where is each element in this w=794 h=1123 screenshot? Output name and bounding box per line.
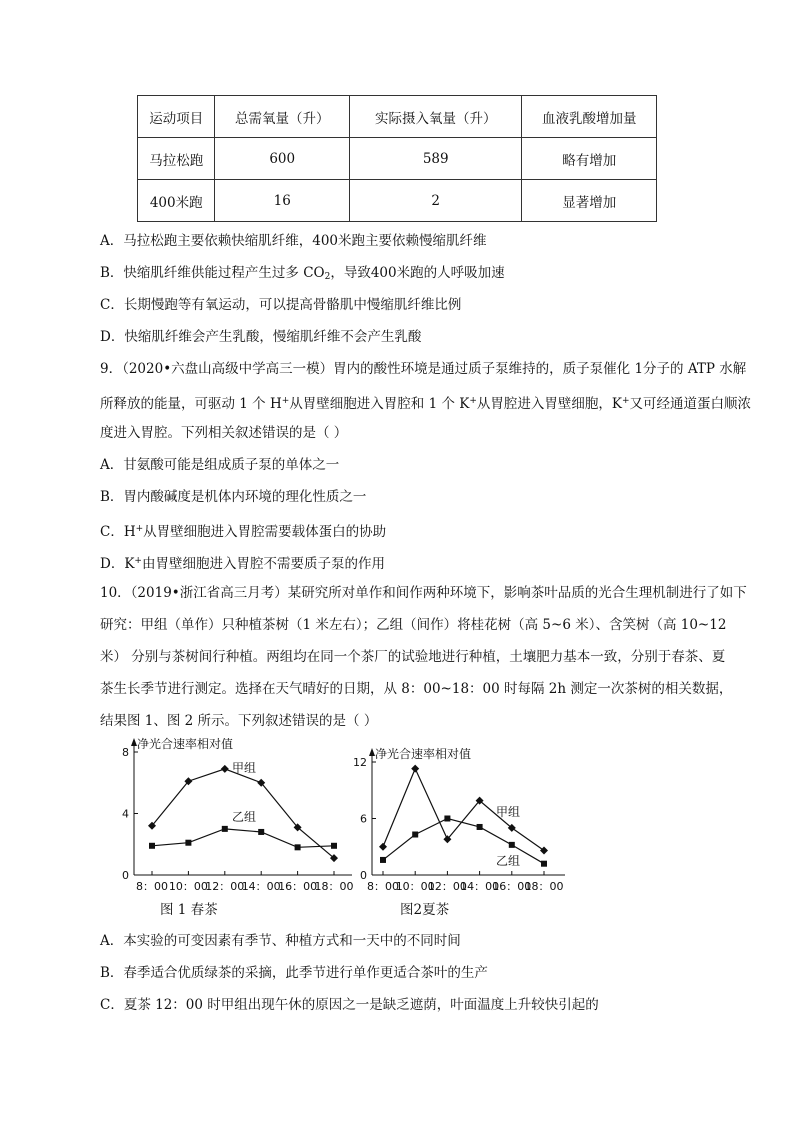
x-tick-label: 12：00 bbox=[427, 880, 467, 893]
q10-option-b: B．春季适合优质绿茶的采摘，此季节进行单作更适合茶叶的生产 bbox=[100, 965, 488, 981]
co2-subscript: 2 bbox=[324, 272, 331, 282]
q10-stem-line-4: 茶生长季节进行测定。选择在天气晴好的日期，从 8：00~18：00 时每隔 2h 测定一次茶树的相关数据， bbox=[100, 681, 733, 697]
y-tick-label: 0 bbox=[360, 869, 367, 882]
y-tick-label: 4 bbox=[122, 807, 129, 821]
q9-text: 所释放的能量，可驱动 1 个 H bbox=[100, 396, 282, 412]
figure-2-caption: 图2夏茶 bbox=[400, 902, 450, 918]
q8-option-a: A．马拉松跑主要依赖快缩肌纤维，400米跑主要依赖慢缩肌纤维 bbox=[100, 233, 487, 249]
table-header-cell: 实际摄入氧量（升） bbox=[349, 96, 522, 138]
x-tick-label: 16：00 bbox=[278, 880, 318, 893]
data-point-square bbox=[412, 832, 418, 838]
data-point-square bbox=[509, 842, 515, 848]
q10-stem-line-5: 结果图 1、图 2 所示。下列叙述错误的是（ ） bbox=[100, 713, 378, 729]
data-point-square bbox=[444, 816, 450, 822]
figure-1-caption: 图 1 春茶 bbox=[160, 902, 218, 918]
series-line-yi bbox=[152, 829, 334, 847]
data-point-square bbox=[477, 824, 483, 830]
q10-stem-line-3: 米） 分别与茶树间行种植。两组均在同一个茶厂的试验地进行种植，土壤肥力基本一致，分别于春茶、夏 bbox=[100, 649, 726, 665]
table-cell: 略有增加 bbox=[522, 138, 657, 180]
q8-option-b-text: B．快缩肌纤维供能过程产生过多 CO bbox=[100, 265, 325, 281]
data-point-diamond bbox=[540, 847, 548, 855]
x-tick-label: 10：00 bbox=[395, 880, 435, 893]
x-tick-label: 16：00 bbox=[492, 880, 532, 893]
q10-stem-line-1: 10．（2019•浙江省高三月考）某研究所对单作和间作两种环境下，影响茶叶品质的光合生理机制进行了如下 bbox=[100, 585, 747, 601]
y-tick-label: 0 bbox=[122, 869, 129, 882]
x-tick-label: 14：00 bbox=[241, 880, 281, 893]
q9-option-b: B．胃内酸碱度是机体内环境的理化性质之一 bbox=[100, 489, 367, 505]
table-header-cell: 总需氧量（升） bbox=[215, 96, 350, 138]
table-row bbox=[138, 138, 657, 180]
ion-superscript: + bbox=[281, 396, 290, 406]
table-cell: 2 bbox=[349, 180, 522, 222]
table-cell: 400米跑 bbox=[138, 180, 215, 222]
x-tick-label: 10：00 bbox=[168, 880, 208, 893]
q9-option-d-text: D．K bbox=[100, 556, 135, 572]
data-point-square bbox=[258, 829, 264, 835]
summer-tea-chart bbox=[355, 735, 580, 895]
q9-option-a: A．甘氨酸可能是组成质子泵的单体之一 bbox=[100, 457, 340, 473]
q9-stem-line-3: 度进入胃腔。下列相关叙述错误的是（ ） bbox=[100, 425, 348, 441]
q9-option-c bbox=[100, 519, 386, 542]
y-tick-label: 8 bbox=[122, 746, 129, 759]
data-point-square bbox=[185, 840, 191, 846]
x-tick-label: 8：00 bbox=[136, 880, 168, 893]
q8-option-d: D．快缩肌纤维会产生乳酸，慢缩肌纤维不会产生乳酸 bbox=[100, 329, 422, 345]
q8-option-c: C．长期慢跑等有氧运动，可以提高骨骼肌中慢缩肌纤维比例 bbox=[100, 297, 462, 313]
data-point-square bbox=[149, 843, 155, 849]
q9-stem-line-2 bbox=[100, 391, 751, 414]
data-point-square bbox=[331, 843, 337, 849]
ion-superscript: + bbox=[134, 556, 142, 566]
ion-superscript: + bbox=[622, 396, 630, 406]
data-point-diamond bbox=[379, 843, 387, 851]
table-header-row bbox=[138, 96, 657, 138]
q9-option-c-text: C．H bbox=[100, 524, 136, 540]
q9-stem-line-1: 9．（2020•六盘山高级中学高三一模）胃内的酸性环境是通过质子泵维持的，质子泵催化 1分子的 ATP 水解 bbox=[100, 361, 747, 377]
table-row bbox=[138, 180, 657, 222]
table-header-cell: 血液乳酸增加量 bbox=[522, 96, 657, 138]
x-tick-label: 14：00 bbox=[460, 880, 500, 893]
data-point-square bbox=[295, 844, 301, 850]
exercise-oxygen-table bbox=[137, 95, 657, 222]
series-label: 乙组 bbox=[232, 810, 257, 824]
y-tick-label: 6 bbox=[360, 812, 367, 826]
data-point-square bbox=[380, 857, 386, 863]
q9-text: 从胃腔进入胃壁细胞，K bbox=[476, 396, 622, 412]
q9-option-c-rest: 从胃壁细胞进入胃腔需要载体蛋白的协助 bbox=[143, 524, 387, 540]
q9-option-d-rest: 由胃壁细胞进入胃腔不需要质子泵的作用 bbox=[141, 556, 385, 572]
q8-option-b bbox=[100, 263, 505, 287]
series-label: 甲组 bbox=[232, 761, 257, 775]
table-header-cell: 运动项目 bbox=[138, 96, 215, 138]
q10-stem-line-2: 研究：甲组（单作）只种植茶树（1 米左右）；乙组（间作）将桂花树（高 5~6 米）、含笑树（高 10~12 bbox=[100, 617, 727, 633]
x-tick-label: 18：00 bbox=[524, 880, 564, 893]
table-cell: 显著增加 bbox=[522, 180, 657, 222]
data-point-diamond bbox=[221, 765, 229, 773]
data-point-diamond bbox=[411, 765, 419, 773]
x-tick-label: 8：00 bbox=[367, 880, 399, 893]
series-label: 乙组 bbox=[496, 854, 521, 868]
x-tick-label: 18：00 bbox=[314, 880, 354, 893]
table-cell: 马拉松跑 bbox=[138, 138, 215, 180]
q9-option-d bbox=[100, 551, 385, 574]
q9-text: 从胃壁细胞进入胃腔和 1 个 K bbox=[289, 396, 470, 412]
chart-title: 净光合速率相对值 bbox=[137, 737, 234, 751]
ion-superscript: + bbox=[135, 524, 144, 534]
spring-tea-chart bbox=[110, 735, 360, 895]
data-point-square bbox=[541, 861, 547, 867]
q9-text: 又可经通道蛋白顺浓 bbox=[629, 396, 752, 412]
q8-option-b-rest: ，导致400米跑的人呼吸加速 bbox=[330, 265, 505, 281]
table-cell: 589 bbox=[349, 138, 522, 180]
data-point-square bbox=[222, 826, 228, 832]
chart-title: 净光合速率相对值 bbox=[375, 747, 472, 761]
y-tick-label: 12 bbox=[353, 756, 367, 769]
table-cell: 600 bbox=[215, 138, 350, 180]
x-tick-label: 12：00 bbox=[205, 880, 245, 893]
q10-option-c: C．夏茶 12：00 时甲组出现午休的原因之一是缺乏遮荫，叶面温度上升较快引起的 bbox=[100, 997, 599, 1013]
q10-option-a: A．本实验的可变因素有季节、种植方式和一天中的不同时间 bbox=[100, 933, 461, 949]
table-cell: 16 bbox=[215, 180, 350, 222]
ion-superscript: + bbox=[469, 396, 477, 406]
series-label: 甲组 bbox=[496, 805, 521, 819]
